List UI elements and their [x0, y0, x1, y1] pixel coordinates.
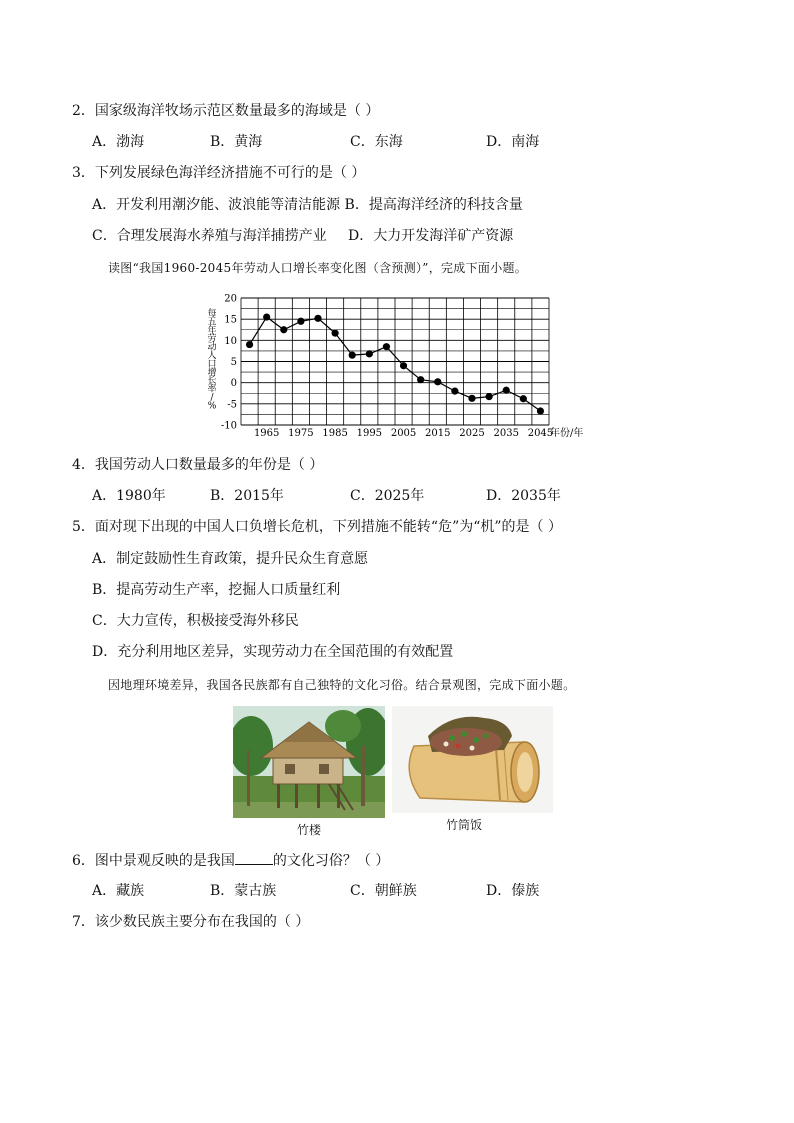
data-point [503, 387, 510, 394]
data-point [451, 388, 458, 395]
y-tick-label: 10 [224, 335, 237, 347]
y-axis-label-char: 增 [207, 367, 217, 378]
option-c[interactable]: C．大力宣传，积极接受海外移民 [92, 613, 299, 629]
y-tick-label: 5 [230, 357, 237, 368]
chart-xlabel: 年份/年 [550, 428, 584, 439]
x-tick-label: 2035 [493, 428, 519, 439]
option-b[interactable]: B．蒙古族 [210, 883, 277, 899]
data-point [434, 378, 441, 385]
y-axis-label-char: 口 [207, 359, 217, 370]
option-a[interactable]: A．1980年 [92, 488, 166, 504]
x-tick-label: 1975 [288, 428, 314, 439]
data-point [280, 326, 287, 333]
y-axis-label-char: / [210, 393, 214, 403]
y-axis-label-char: 年 [207, 325, 217, 336]
data-point [417, 376, 424, 383]
question-2-stem: 2．国家级海洋牧场示范区数量最多的海域是（ ） [72, 103, 380, 119]
question-6-options [92, 882, 652, 900]
x-tick-label: 1965 [253, 428, 280, 439]
image-intro-text: 因地理环境差异，我国各民族都有自己独特的文化习俗。结合景观图，完成下面小题。 [108, 678, 576, 692]
x-tick-label: 2045 [527, 428, 554, 439]
data-point [332, 330, 339, 337]
chart-grid [241, 298, 549, 425]
bamboo-house-photo [233, 706, 385, 818]
data-point [263, 313, 270, 320]
question-2-options [92, 133, 652, 151]
question-7-stem: 7．该少数民族主要分布在我国的（ ） [72, 914, 310, 930]
bamboo-house-caption: 竹楼 [297, 823, 322, 837]
question-3-options-row2 [92, 227, 652, 245]
data-point [400, 362, 407, 369]
x-tick-label: 2005 [390, 428, 417, 439]
option-b[interactable]: B．黄海 [210, 134, 263, 150]
y-tick-label: 15 [224, 314, 237, 326]
question-4-options [92, 487, 652, 505]
data-point [537, 407, 544, 414]
data-point [468, 395, 475, 402]
data-point [246, 341, 253, 348]
y-axis-label-char: 人 [207, 351, 217, 361]
x-tick-label: 1985 [322, 428, 348, 439]
option-a[interactable]: A．渤海 [92, 134, 145, 150]
option-b[interactable]: B．2015年 [210, 488, 284, 504]
data-point [366, 350, 373, 357]
y-tick-label: 0 [230, 378, 237, 390]
y-axis-label-char: 动 [207, 342, 217, 353]
option-c[interactable]: C．朝鲜族 [350, 883, 417, 899]
option-d[interactable]: D．傣族 [486, 883, 540, 899]
option-c[interactable]: C．2025年 [350, 488, 425, 504]
labor-growth-chart [198, 292, 598, 444]
y-tick-label: -10 [220, 420, 237, 432]
option-d[interactable]: D．2035年 [486, 488, 561, 504]
data-point [297, 318, 304, 325]
x-tick-label: 1995 [356, 428, 383, 439]
question-3-stem: 3．下列发展绿色海洋经济措施不可行的是（ ） [72, 165, 366, 181]
y-axis-label-char: 每 [207, 309, 217, 319]
bamboo-rice-photo [392, 706, 553, 813]
y-tick-label: -5 [227, 399, 237, 411]
option-b[interactable]: B．提高劳动生产率，挖掘人口质量红利 [92, 582, 341, 598]
option-d[interactable]: D．大力开发海洋矿产资源 [348, 228, 514, 244]
option-d[interactable]: D．南海 [486, 134, 540, 150]
chart-intro-text: 读图“我国1960-2045年劳动人口增长率变化图（含预测）”，完成下面小题。 [108, 261, 528, 275]
question-6-stem-before: 6．图中景观反映的是我国 [72, 853, 235, 869]
answer-blank[interactable] [235, 850, 273, 865]
data-point [486, 393, 493, 400]
question-3-options-row1[interactable]: A．开发利用潮汐能、波浪能等清洁能源 B．提高海洋经济的科技含量 [92, 197, 523, 213]
option-d[interactable]: D．充分利用地区差异，实现劳动力在全国范围的有效配置 [92, 644, 454, 660]
y-axis-label-char: 劳 [207, 334, 217, 345]
question-4-stem: 4．我国劳动人口数量最多的年份是（ ） [72, 457, 324, 473]
data-point [349, 352, 356, 359]
y-tick-label: 20 [224, 293, 237, 305]
question-6-stem [72, 850, 389, 870]
bamboo-rice-caption: 竹筒饭 [446, 818, 483, 832]
chart-xticks [254, 428, 553, 439]
question-6-stem-after: 的文化习俗？（ ） [272, 853, 390, 869]
data-point [520, 395, 527, 402]
y-axis-label-char: 长 [207, 376, 217, 387]
y-axis-label-char: 率 [207, 384, 217, 395]
x-tick-label: 2015 [425, 428, 451, 439]
question-5-stem: 5．面对现下出现的中国人口负增长危机，下列措施不能转“危”为“机”的是（ ） [72, 519, 562, 535]
x-tick-label: 2025 [459, 428, 485, 439]
option-a[interactable]: A．藏族 [92, 883, 145, 899]
y-axis-label-char: 五 [207, 317, 217, 328]
data-point [383, 343, 390, 350]
chart-yticks [221, 294, 237, 432]
option-c[interactable]: C．合理发展海水养殖与海洋捕捞产业 [92, 228, 327, 244]
y-axis-label-char: % [207, 401, 217, 412]
option-a[interactable]: A．制定鼓励性生育政策，提升民众生育意愿 [92, 551, 369, 567]
data-point [314, 315, 321, 322]
chart-ylabel [207, 307, 216, 411]
option-c[interactable]: C．东海 [350, 134, 403, 150]
